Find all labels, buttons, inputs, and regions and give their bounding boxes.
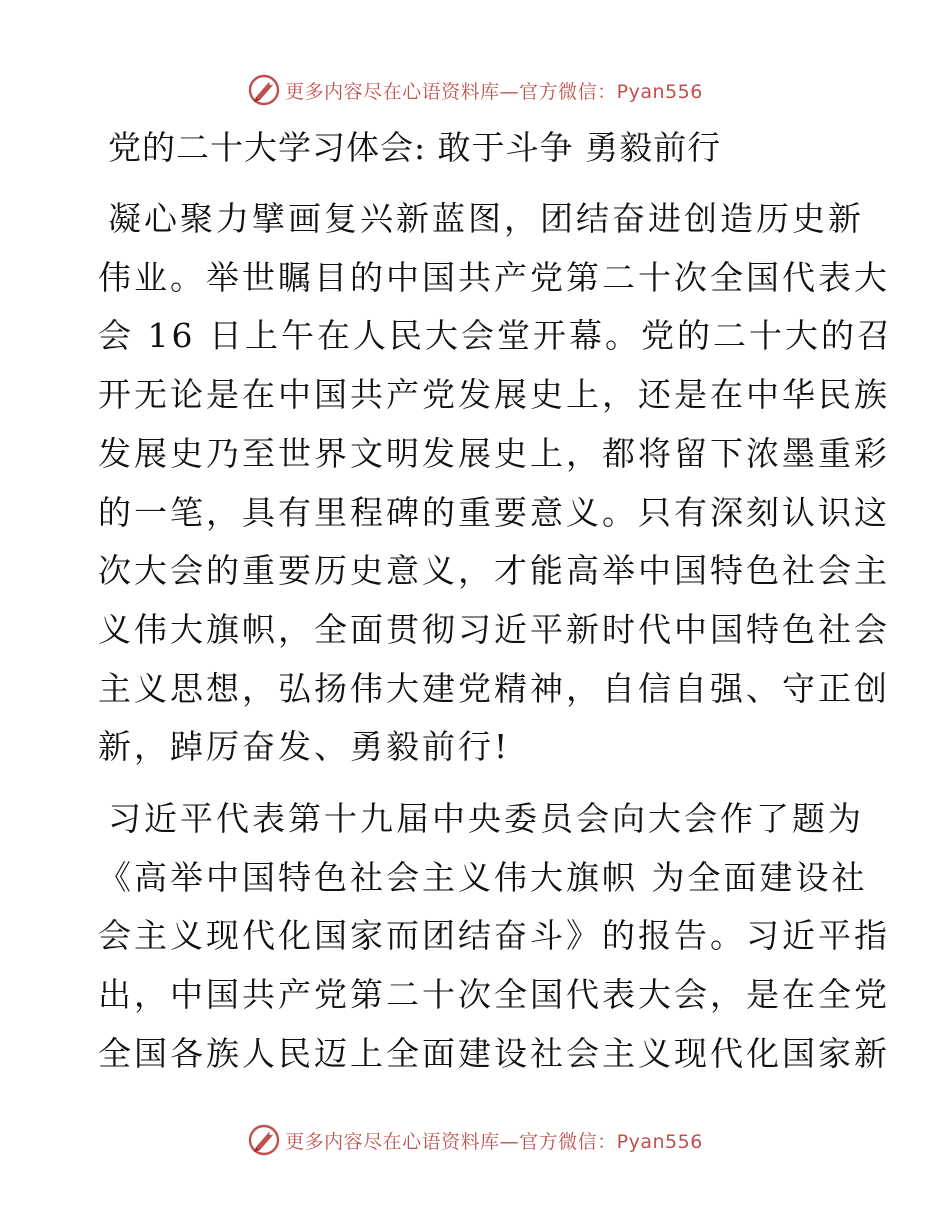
header-banner-text: 更多内容尽在心语资料库—官方微信：Pyan556: [285, 80, 703, 103]
paragraph-line: 出，中国共产党第二十次全国代表大会，是在全党: [98, 975, 890, 1015]
paragraph-line: 主义思想，弘扬伟大建党精神，自信自强、守正创: [98, 668, 890, 708]
document-title: 党的二十大学习体会: 敢于斗争 勇毅前行: [108, 128, 722, 167]
paragraph-line: 会 16 日上午在人民大会堂开幕。党的二十大的召: [98, 316, 893, 356]
paragraph-line: 凝心聚力擘画复兴新蓝图，团结奋进创造历史新: [108, 199, 864, 238]
paragraph-line: 习近平代表第十九届中央委员会向大会作了题为: [108, 799, 864, 838]
header-banner: [0, 70, 950, 110]
pen-logo-icon: [247, 73, 281, 107]
paragraph-line: 次大会的重要历史意义，才能高举中国特色社会主: [98, 551, 890, 591]
paragraph-line: 开无论是在中国共产党发展史上，还是在中华民族: [98, 375, 890, 415]
footer-banner: [0, 1120, 950, 1160]
footer-banner-text: 更多内容尽在心语资料库—官方微信：Pyan556: [285, 1130, 703, 1153]
pen-logo-icon: [247, 1123, 281, 1157]
paragraph-line: 发展史乃至世界文明发展史上，都将留下浓墨重彩: [98, 433, 890, 473]
paragraph-line: 《高举中国特色社会主义伟大旗帜 为全面建设社: [98, 857, 868, 897]
paragraph-2: [98, 790, 890, 1084]
paragraph-1: [98, 190, 893, 777]
paragraph-line: 伟业。举世瞩目的中国共产党第二十次全国代表大: [98, 257, 890, 297]
paragraph-line: 会主义现代化国家而团结奋斗》的报告。习近平指: [98, 916, 890, 956]
paragraph-line: 义伟大旗帜，全面贯彻习近平新时代中国特色社会: [98, 609, 890, 649]
paragraph-line: 新，踔厉奋发、勇毅前行!: [98, 727, 511, 767]
paragraph-line: 全国各族人民迈上全面建设社会主义现代化国家新: [98, 1033, 890, 1073]
paragraph-line: 的一笔，具有里程碑的重要意义。只有深刻认识这: [98, 492, 890, 532]
